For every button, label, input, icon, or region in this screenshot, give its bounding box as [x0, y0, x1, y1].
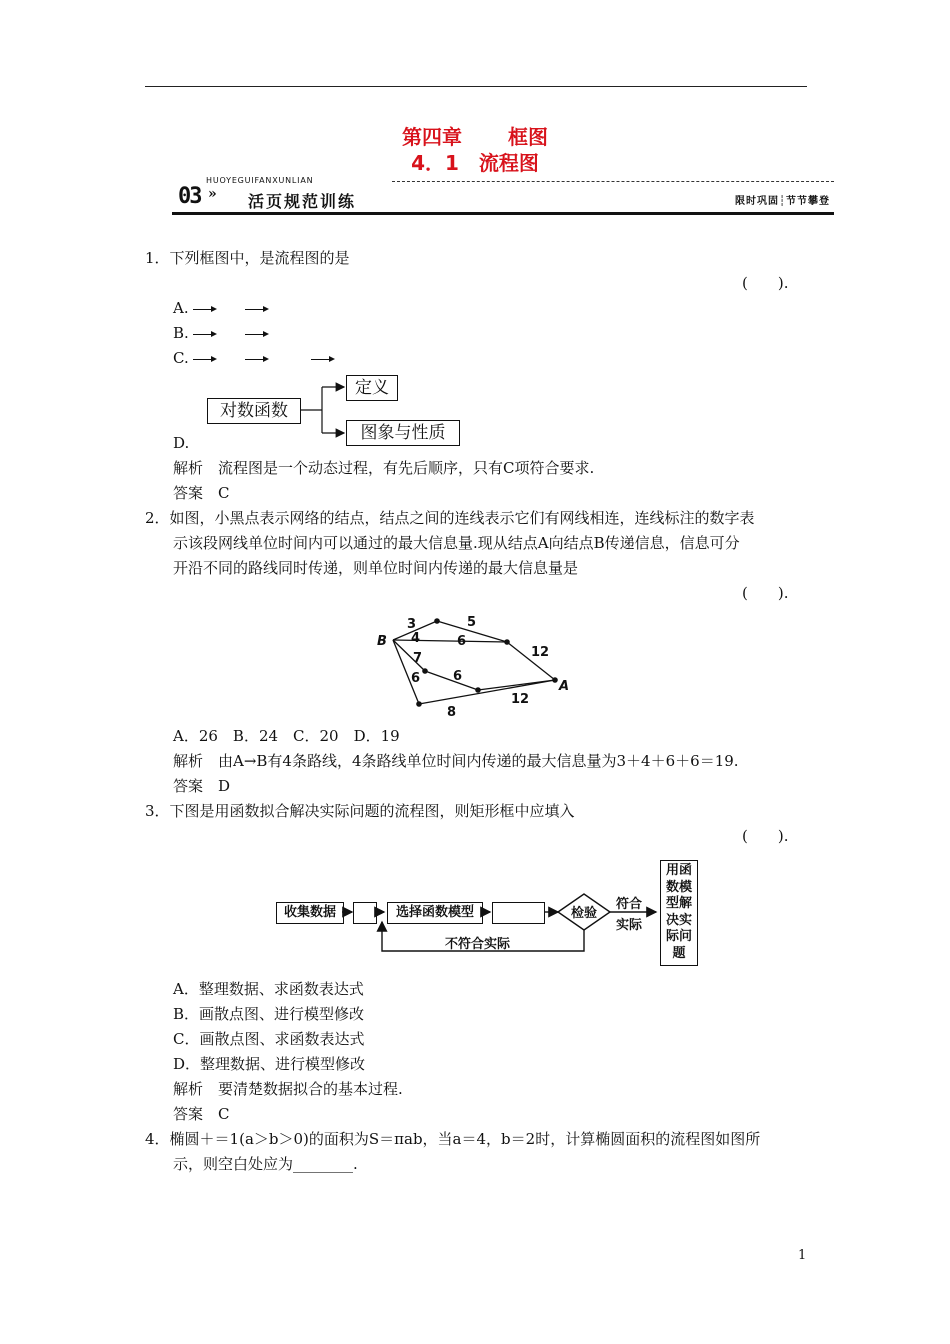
- section-title: 4．1 流程图: [411, 151, 539, 175]
- q3-option-a: A．整理数据、求函数表达式: [173, 980, 364, 998]
- edge-mid-lower: [425, 671, 478, 690]
- node-dot: [504, 639, 510, 645]
- q3-answer-blank: ( ).: [742, 827, 789, 845]
- q1-stem: 1．下列框图中，是流程图的是: [145, 249, 350, 267]
- q2-network-graph: [365, 608, 585, 720]
- q4-stem-line1: 4．椭圆＋＝1(a＞b＞0)的面积为S＝πab，当a＝4，b＝2时，计算椭圆面积的流程图如图所: [145, 1130, 761, 1148]
- decision-label: 检验: [570, 906, 598, 921]
- edge-label: 6: [457, 634, 467, 649]
- edge-label: 7: [413, 651, 423, 666]
- q2-stem-line3: 开沿不同的路线同时传递，则单位时间内传递的最大信息量是: [173, 559, 579, 577]
- banner-dashed-line: [392, 181, 834, 182]
- box-collect-data: 收集数据: [276, 902, 344, 924]
- header-rule: [145, 86, 807, 87]
- edge-label: 12: [531, 645, 550, 660]
- q3-analysis: 解析 要清楚数据拟合的基本过程.: [173, 1080, 403, 1098]
- blank-box-1: [353, 902, 377, 924]
- box-graph-properties: 图象与性质: [346, 420, 460, 446]
- arrow-icon: [245, 359, 267, 360]
- box-choose-model: 选择函数模型: [387, 902, 483, 924]
- node-dot: [422, 668, 428, 674]
- node-dot: [475, 687, 481, 693]
- arrow-icon: [311, 359, 333, 360]
- node-dot: [434, 618, 440, 624]
- flow-label-not-fit: 不符合实际: [445, 937, 511, 952]
- q3-stem: 3．下图是用函数拟合解决实际问题的流程图，则矩形框中应填入: [145, 802, 575, 820]
- q2-stem-line1: 2．如图，小黑点表示网络的结点，结点之间的连线表示它们有网线相连，连线标注的数字表: [145, 509, 755, 527]
- arrow-icon: [193, 309, 215, 310]
- banner-number: 03: [178, 184, 201, 209]
- edge-label: 3: [407, 617, 417, 632]
- edge-label: 6: [453, 669, 463, 684]
- chapter-number: 第四章: [402, 125, 462, 149]
- q3-answer: 答案 C: [173, 1105, 230, 1123]
- edge-label: 8: [447, 705, 457, 720]
- q2-analysis: 解析 由A→B有4条路线，4条路线单位时间内传递的最大信息量为3＋4＋6＋6＝19.: [173, 752, 739, 770]
- arrow-icon: [245, 334, 267, 335]
- banner-pinyin: HUOYEGUIFANXUNLIAN: [206, 176, 314, 185]
- edge-label: 12: [511, 692, 530, 707]
- edge-label: 4: [411, 631, 421, 646]
- box-solve-problem: 用函 数模 型解 决实 际问 题: [660, 860, 698, 966]
- chapter-name: 框图: [508, 125, 548, 149]
- blank-box-2: [492, 902, 545, 924]
- node-label-b: B: [377, 634, 387, 649]
- node-dot: [416, 701, 422, 707]
- edge-bottom-a: [419, 680, 555, 704]
- edge-label: 6: [411, 671, 421, 686]
- q2-options: A．26 B．24 C．20 D．19: [173, 727, 400, 745]
- q3-option-b: B．画散点图、进行模型修改: [173, 1005, 365, 1023]
- flow-label-actual: 实际: [616, 918, 643, 933]
- q3-option-c: C．画散点图、求函数表达式: [173, 1030, 365, 1048]
- flow-label-fit: 符合: [616, 897, 643, 912]
- arrow-icon: [245, 309, 267, 310]
- banner-title: 活页规范训练: [248, 192, 357, 211]
- q2-answer: 答案 D: [173, 777, 231, 795]
- q1-option-c: C.: [173, 348, 333, 368]
- arrow-icon: [193, 334, 215, 335]
- banner-underline: [172, 212, 834, 215]
- page-number: 1: [798, 1248, 807, 1263]
- q1-analysis: 解析 流程图是一个动态过程，有先后顺序，只有C项符合要求.: [173, 459, 595, 477]
- banner-slogan: 限时巩固┆节节攀登: [734, 196, 830, 207]
- q2-answer-blank: ( ).: [742, 584, 789, 602]
- double-chevron-icon: »: [208, 186, 217, 202]
- node-label-a: A: [559, 679, 570, 694]
- q2-stem-line2: 示该段网线单位时间内可以通过的最大信息量.现从结点A向结点B传递信息，信息可分: [173, 534, 740, 552]
- box-definition: 定义: [346, 375, 398, 401]
- q1-option-a: A.: [173, 298, 267, 318]
- q1-answer-blank: ( ).: [742, 274, 789, 292]
- box-logarithm-function: 对数函数: [207, 398, 301, 424]
- q1-option-d: D.: [173, 434, 190, 452]
- chapter-title: [0, 124, 950, 150]
- q1-answer: 答案 C: [173, 484, 230, 502]
- node-dot: [552, 677, 558, 683]
- section-banner: [172, 178, 834, 214]
- q4-stem-line2: 示，则空白处应为________.: [173, 1155, 358, 1173]
- edge-label: 5: [467, 615, 477, 630]
- arrow-icon: [193, 359, 215, 360]
- q3-option-d: D．整理数据、进行模型修改: [173, 1055, 366, 1073]
- q1-option-b: B.: [173, 323, 267, 343]
